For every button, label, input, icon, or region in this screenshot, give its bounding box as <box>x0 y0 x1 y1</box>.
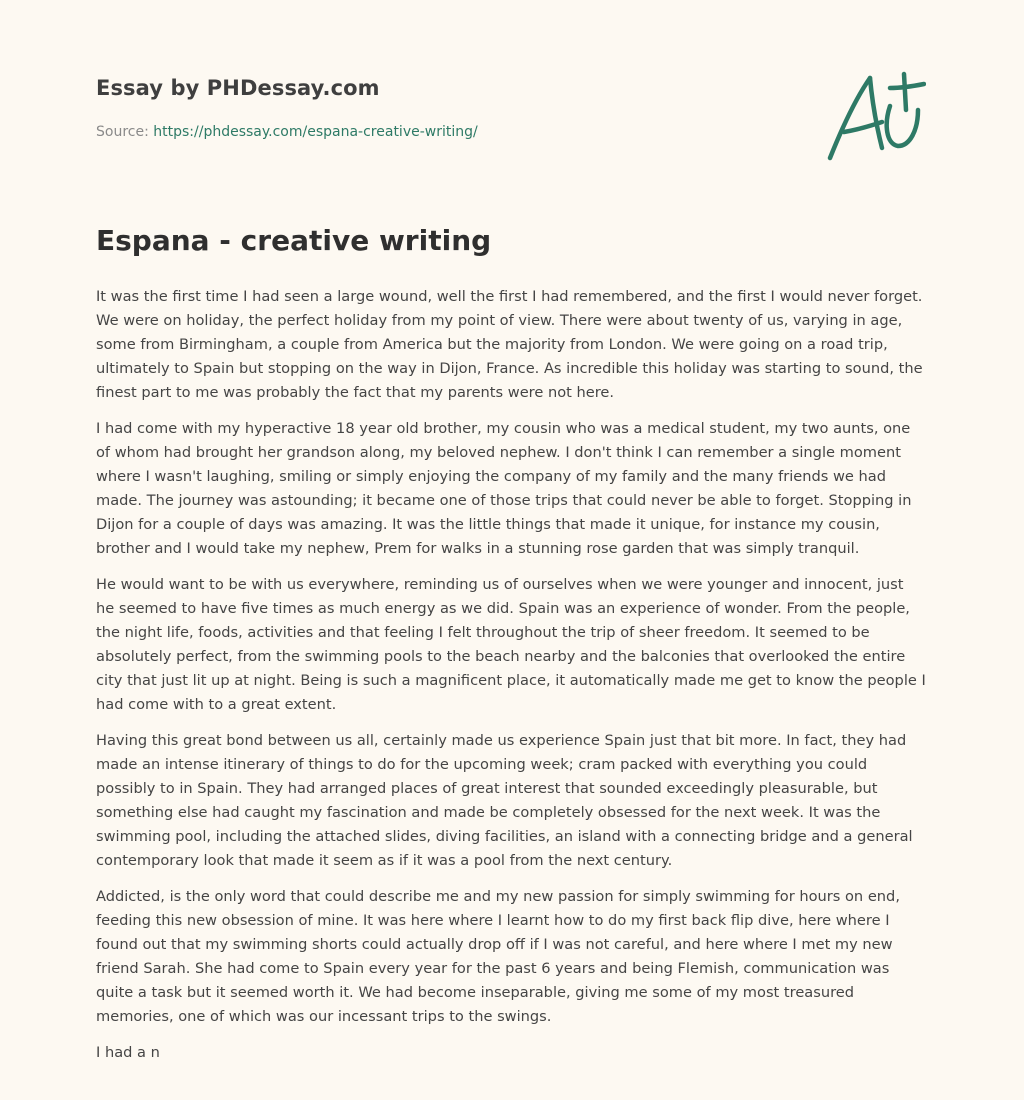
source-label: Source: <box>96 124 154 140</box>
essay-body <box>96 285 926 1077</box>
essay-paragraph: He would want to be with us everywhere, reminding us of ourselves when we were younger and innocent, just he seemed to have five times as much energy as we did. Spain was an experience of wonder. From the people, the night life, foods, activities and that feeling I felt throughout the trip of sheer freedom. It seemed to be absolutely perfect, from the swimming pools to the beach nearby and the balconies that overlooked the entire city that just lit up at night. Being is such a magnificent place, it automatically made me get to know the people I had come with to a great extent. <box>96 576 926 713</box>
source-line <box>96 124 478 140</box>
source-link[interactable]: https://phdessay.com/espana-creative-writing/ <box>153 124 478 140</box>
essay-paragraph: Addicted, is the only word that could describe me and my new passion for simply swimming for hours on end, feeding this new obsession of mine. It was here where I learnt how to do my first back flip dive, here where I found out that my swimming shorts could actually drop off if I was not careful, and here where I met my new friend Sarah. She had come to Spain every year for the past 6 years and being Flemish, communication was quite a task but it seemed worth it. We had become inseparable, giving me some of my most treasured memories, one of which was our incessant trips to the swings. <box>96 888 900 1025</box>
essay-paragraph: Having this great bond between us all, certainly made us experience Spain just that bit more. In fact, they had made an intense itinerary of things to do for the upcoming week; cram packed with everything you could possibly to in Spain. They had arranged places of great interest that sounded exceedingly pleasurable, but something else had caught my fascination and made be completely obsessed for the next week. It was the swimming pool, including the attached slides, diving facilities, an island with a connecting bridge and a general contemporary look that made it seem as if it was a pool from the next century. <box>96 732 913 869</box>
essay-paragraph: I had come with my hyperactive 18 year old brother, my cousin who was a medical student, my two aunts, one of whom had brought her grandson along, my beloved nephew. I don't think I can remember a single moment where I wasn't laughing, smiling or simply enjoying the company of my family and the many friends we had made. The journey was astounding; it became one of those trips that could never be able to forget. Stopping in Dijon for a couple of days was amazing. It was the little things that made it unique, for instance my cousin, brother and I would take my nephew, Prem for walks in a stunning rose garden that was simply tranquil. <box>96 420 912 557</box>
site-brand: Essay by PHDessay.com <box>96 76 380 100</box>
a-plus-logo-icon <box>826 66 926 166</box>
essay-title: Espana - creative writing <box>96 224 492 257</box>
essay-paragraph: It was the first time I had seen a large wound, well the first I had remembered, and the first I would never forget. We were on holiday, the perfect holiday from my point of view. There were about twenty of us, varying in age, some from Birmingham, a couple from America but the majority from London. We were going on a road trip, ultimately to Spain but stopping on the way in Dijon, France. As incredible this holiday was starting to sound, the finest part to me was probably the fact that my parents were not here. <box>96 288 923 401</box>
essay-paragraph-truncated: I had a n <box>96 1044 160 1061</box>
